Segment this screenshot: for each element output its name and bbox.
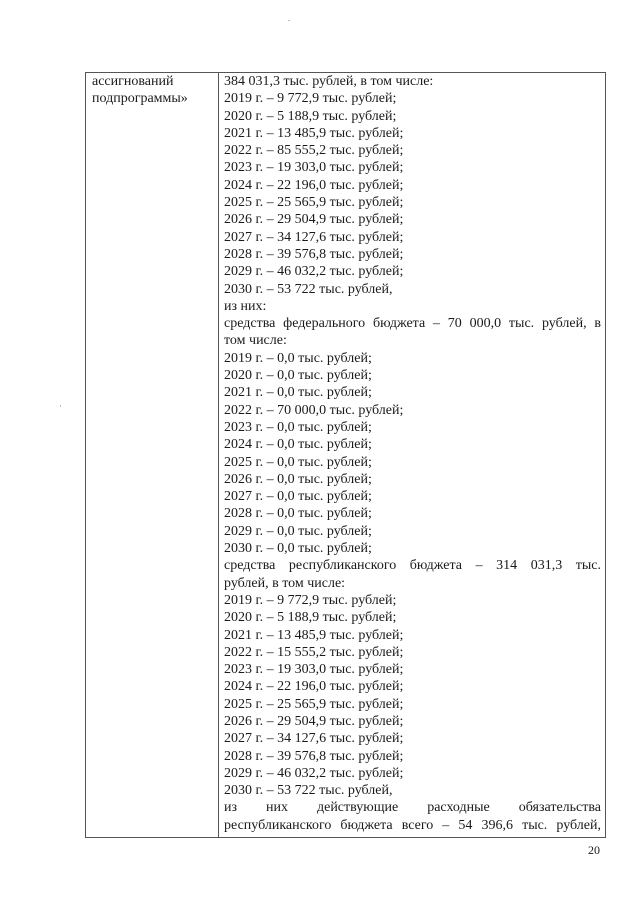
text-line: 2029 г. – 46 032,2 тыс. рублей; bbox=[224, 264, 404, 280]
text-line: 2021 г. – 0,0 тыс. рублей; bbox=[224, 385, 372, 401]
text-line: 2030 г. – 53 722 тыс. рублей, bbox=[224, 783, 393, 799]
text-line: рублей, в том числе: bbox=[224, 575, 346, 591]
text-line: 2027 г. – 0,0 тыс. рублей; bbox=[224, 489, 372, 505]
column-divider bbox=[218, 73, 219, 837]
text-line: 2019 г. – 9 772,9 тыс. рублей; bbox=[224, 91, 397, 107]
text-line: 2022 г. – 85 555,2 тыс. рублей; bbox=[224, 143, 404, 159]
text-line: средства республиканского бюджета – 314 031,3 тыс. bbox=[224, 558, 601, 574]
text-line: 2030 г. – 0,0 тыс. рублей; bbox=[224, 541, 372, 557]
text-line: 2028 г. – 39 576,8 тыс. рублей; bbox=[224, 748, 404, 764]
text-line: 2026 г. – 29 504,9 тыс. рублей; bbox=[224, 212, 404, 228]
text-line: из них: bbox=[224, 298, 267, 314]
text-line: 2029 г. – 46 032,2 тыс. рублей; bbox=[224, 765, 404, 781]
text-line: 2020 г. – 0,0 тыс. рублей; bbox=[224, 368, 372, 384]
text-line: 2024 г. – 22 196,0 тыс. рублей; bbox=[224, 177, 404, 193]
text-line: 2023 г. – 19 303,0 тыс. рублей; bbox=[224, 662, 404, 678]
text-line: средства федерального бюджета – 70 000,0 тыс. рублей, в bbox=[224, 316, 601, 332]
text-line: 2027 г. – 34 127,6 тыс. рублей; bbox=[224, 731, 404, 747]
left-text-line: подпрограммы» bbox=[92, 91, 188, 107]
text-line: 2019 г. – 9 772,9 тыс. рублей; bbox=[224, 592, 397, 608]
text-line: 384 031,3 тыс. рублей, в том числе: bbox=[224, 74, 434, 89]
text-line: 2026 г. – 0,0 тыс. рублей; bbox=[224, 471, 372, 487]
text-line: 2022 г. – 70 000,0 тыс. рублей; bbox=[224, 402, 404, 418]
page-number: 20 bbox=[588, 843, 600, 857]
text-line: из них действующие расходные обязательства bbox=[224, 800, 601, 816]
left-text-line: ассигнований bbox=[92, 74, 174, 89]
text-line: 2021 г. – 13 485,9 тыс. рублей; bbox=[224, 627, 404, 643]
left-column bbox=[92, 73, 216, 108]
text-line: 2019 г. – 0,0 тыс. рублей; bbox=[224, 350, 372, 366]
text-line: 2025 г. – 25 565,9 тыс. рублей; bbox=[224, 195, 404, 211]
text-line: 2028 г. – 39 576,8 тыс. рублей; bbox=[224, 246, 404, 262]
text-line: том числе: bbox=[224, 333, 287, 349]
text-line: 2028 г. – 0,0 тыс. рублей; bbox=[224, 506, 372, 522]
text-line: 2025 г. – 0,0 тыс. рублей; bbox=[224, 454, 372, 470]
text-line: республиканского бюджета всего – 54 396,6 тыс. рублей, bbox=[224, 817, 601, 833]
text-line: 2022 г. – 15 555,2 тыс. рублей; bbox=[224, 644, 404, 660]
text-line: 2026 г. – 29 504,9 тыс. рублей; bbox=[224, 713, 404, 729]
funding-table bbox=[85, 72, 606, 838]
text-line: 2020 г. – 5 188,9 тыс. рублей; bbox=[224, 108, 397, 124]
text-line: 2023 г. – 0,0 тыс. рублей; bbox=[224, 419, 372, 435]
text-line: 2023 г. – 19 303,0 тыс. рублей; bbox=[224, 160, 404, 176]
text-line: 2025 г. – 25 565,9 тыс. рублей; bbox=[224, 696, 404, 712]
text-line: 2020 г. – 5 188,9 тыс. рублей; bbox=[224, 610, 397, 626]
right-column bbox=[224, 73, 601, 834]
text-line: 2021 г. – 13 485,9 тыс. рублей; bbox=[224, 125, 404, 141]
scan-speck bbox=[60, 405, 61, 407]
text-line: 2024 г. – 0,0 тыс. рублей; bbox=[224, 437, 372, 453]
text-line: 2024 г. – 22 196,0 тыс. рублей; bbox=[224, 679, 404, 695]
text-line: 2027 г. – 34 127,6 тыс. рублей; bbox=[224, 229, 404, 245]
text-line: 2029 г. – 0,0 тыс. рублей; bbox=[224, 523, 372, 539]
scan-speck bbox=[288, 20, 290, 21]
text-line: 2030 г. – 53 722 тыс. рублей, bbox=[224, 281, 393, 297]
